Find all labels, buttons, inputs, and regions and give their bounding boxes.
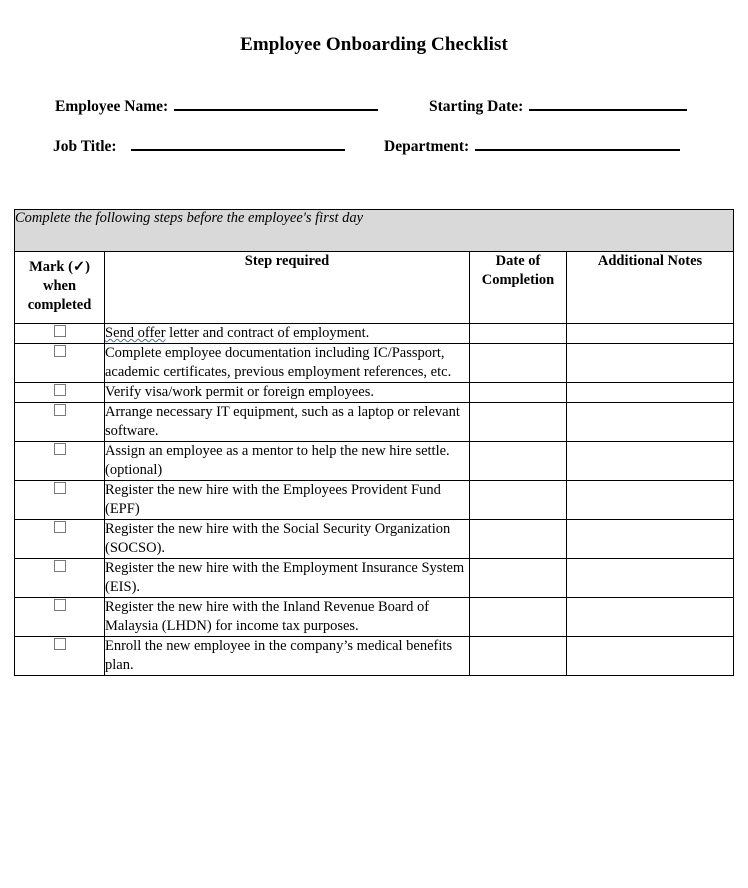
row-notes-cell[interactable] — [567, 383, 734, 403]
job-title-label: Job Title: — [53, 138, 117, 155]
row-checkbox-cell[interactable] — [15, 344, 105, 383]
department-input[interactable] — [475, 138, 680, 151]
table-row — [15, 324, 734, 344]
checklist-banner: Complete the following steps before the employee's first day — [15, 210, 734, 252]
checkbox-icon[interactable] — [54, 638, 66, 650]
mark-header-line-1: Mark (✓) — [29, 259, 90, 275]
column-header-mark — [15, 252, 105, 324]
row-step-cell: Register the new hire with the Employment Insurance System (EIS). — [105, 559, 470, 598]
checkbox-icon[interactable] — [54, 482, 66, 494]
row-step-text-flagged: Send offer — [105, 325, 166, 341]
table-row — [15, 403, 734, 442]
row-step-cell: Enroll the new employee in the company’s medical benefits plan. — [105, 637, 470, 676]
row-date-cell[interactable] — [470, 637, 567, 676]
column-header-notes: Additional Notes — [567, 252, 734, 324]
row-checkbox-cell[interactable] — [15, 637, 105, 676]
column-header-date — [470, 252, 567, 324]
row-checkbox-cell[interactable] — [15, 481, 105, 520]
table-row — [15, 383, 734, 403]
checkbox-icon[interactable] — [54, 325, 66, 337]
row-date-cell[interactable] — [470, 344, 567, 383]
checkbox-icon[interactable] — [54, 599, 66, 611]
onboarding-checklist-table — [14, 209, 734, 676]
row-date-cell[interactable] — [470, 442, 567, 481]
department-field[interactable] — [384, 138, 680, 156]
row-step-cell: Register the new hire with the Social Security Organization (SOCSO). — [105, 520, 470, 559]
checkbox-icon[interactable] — [54, 521, 66, 533]
starting-date-field[interactable] — [429, 98, 687, 116]
row-notes-cell[interactable] — [567, 637, 734, 676]
row-date-cell[interactable] — [470, 324, 567, 344]
row-step-cell: Assign an employee as a mentor to help the new hire settle. (optional) — [105, 442, 470, 481]
row-date-cell[interactable] — [470, 598, 567, 637]
row-notes-cell[interactable] — [567, 324, 734, 344]
checkbox-icon[interactable] — [54, 443, 66, 455]
row-checkbox-cell[interactable] — [15, 520, 105, 559]
mark-header-line-3: completed — [27, 297, 92, 313]
starting-date-label: Starting Date: — [429, 98, 524, 115]
column-header-step: Step required — [105, 252, 470, 324]
row-checkbox-cell[interactable] — [15, 403, 105, 442]
job-title-input[interactable] — [131, 138, 345, 151]
row-notes-cell[interactable] — [567, 442, 734, 481]
job-title-field[interactable] — [53, 138, 345, 156]
row-notes-cell[interactable] — [567, 598, 734, 637]
starting-date-input[interactable] — [529, 98, 687, 111]
table-banner-row — [15, 210, 734, 252]
department-label: Department: — [384, 138, 470, 155]
row-date-cell[interactable] — [470, 520, 567, 559]
checkbox-icon[interactable] — [54, 345, 66, 357]
row-checkbox-cell[interactable] — [15, 383, 105, 403]
checkbox-icon[interactable] — [54, 404, 66, 416]
table-header-row — [15, 252, 734, 324]
employee-name-field[interactable] — [55, 98, 378, 116]
row-step-cell: Verify visa/work permit or foreign employees. — [105, 383, 470, 403]
table-row — [15, 559, 734, 598]
row-step-cell: Register the new hire with the Inland Revenue Board of Malaysia (LHDN) for income tax purposes. — [105, 598, 470, 637]
employee-name-input[interactable] — [174, 98, 378, 111]
employee-name-label: Employee Name: — [55, 98, 169, 115]
checkbox-icon[interactable] — [54, 384, 66, 396]
row-step-cell — [105, 324, 470, 344]
row-notes-cell[interactable] — [567, 344, 734, 383]
row-notes-cell[interactable] — [567, 481, 734, 520]
row-notes-cell[interactable] — [567, 520, 734, 559]
table-row — [15, 520, 734, 559]
row-checkbox-cell[interactable] — [15, 324, 105, 344]
table-row — [15, 344, 734, 383]
table-row — [15, 442, 734, 481]
row-date-cell[interactable] — [470, 403, 567, 442]
table-row — [15, 481, 734, 520]
row-date-cell[interactable] — [470, 559, 567, 598]
date-header-line-1: Date of — [495, 253, 541, 269]
table-row — [15, 637, 734, 676]
row-checkbox-cell[interactable] — [15, 598, 105, 637]
row-notes-cell[interactable] — [567, 403, 734, 442]
table-row — [15, 598, 734, 637]
row-notes-cell[interactable] — [567, 559, 734, 598]
row-step-cell: Complete employee documentation including IC/Passport, academic certificates, previous employment references, etc. — [105, 344, 470, 383]
row-date-cell[interactable] — [470, 383, 567, 403]
checkbox-icon[interactable] — [54, 560, 66, 572]
row-checkbox-cell[interactable] — [15, 559, 105, 598]
row-date-cell[interactable] — [470, 481, 567, 520]
page-title: Employee Onboarding Checklist — [240, 34, 508, 55]
row-checkbox-cell[interactable] — [15, 442, 105, 481]
row-step-cell: Register the new hire with the Employees Provident Fund (EPF) — [105, 481, 470, 520]
mark-header-line-2: when — [42, 278, 77, 294]
row-step-cell: Arrange necessary IT equipment, such as a laptop or relevant software. — [105, 403, 470, 442]
row-step-text: letter and contract of employment. — [165, 325, 370, 341]
date-header-line-2: Completion — [481, 272, 555, 288]
